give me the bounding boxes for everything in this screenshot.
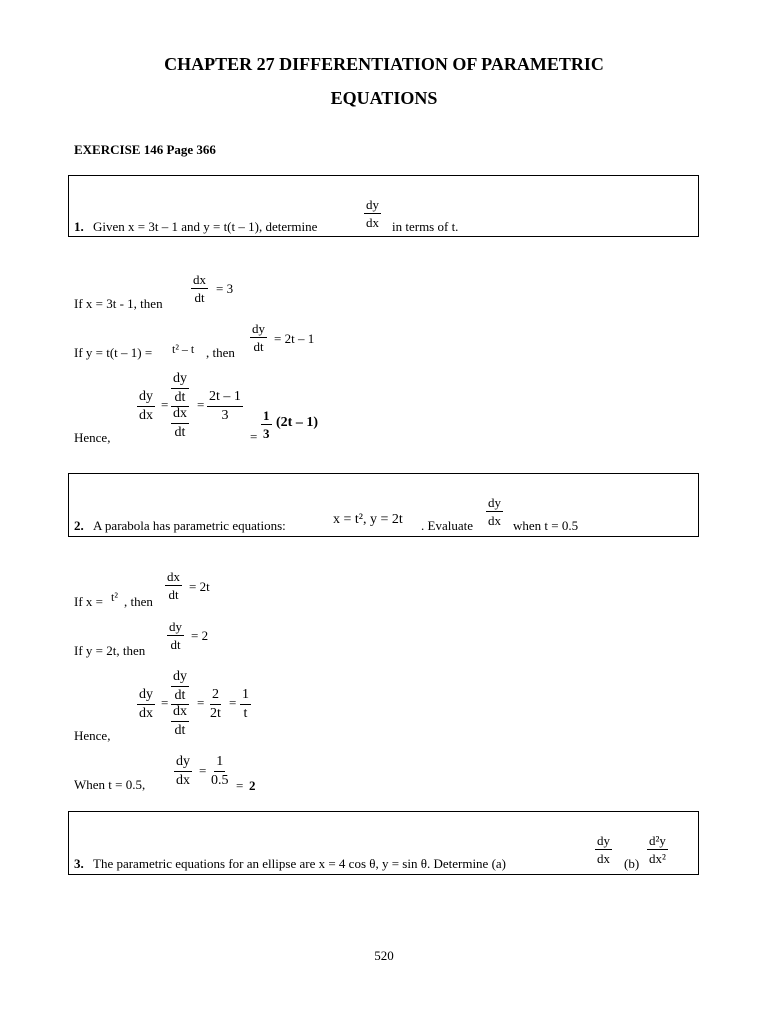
fraction-numerator: 2 [210, 688, 221, 705]
problem-1-fraction [364, 198, 381, 229]
fraction-denominator: dx [176, 773, 190, 788]
problem-1-box [68, 175, 699, 237]
fraction-denominator: dt [174, 425, 186, 440]
s2-hence: Hence, [74, 728, 111, 743]
fraction-numerator: dy [174, 755, 192, 772]
s1-compound-denominator [171, 406, 189, 440]
s2-when-fraction [209, 755, 231, 788]
fraction-numerator: dy [597, 833, 610, 848]
fraction-numerator: 1 [240, 688, 251, 705]
fraction-denominator: dt [170, 637, 181, 652]
s1-answer-fraction [261, 409, 272, 440]
s2-when: When t = 0.5, [74, 777, 146, 792]
s2-dydt-fraction [167, 620, 184, 651]
fraction-denominator: dx [597, 851, 610, 866]
problem-2-fraction [486, 496, 503, 527]
s1-result-fraction [207, 390, 243, 423]
fraction-denominator: dx [139, 408, 153, 423]
s1-dxdt-fraction [191, 273, 208, 304]
s1-answer-tail: (2t – 1) [276, 415, 318, 430]
fraction-denominator: 3 [263, 426, 270, 441]
problem-2-text: A parabola has parametric equations: [93, 518, 286, 533]
problem-1-text: Given x = 3t – 1 and y = t(t – 1), determine [93, 219, 318, 234]
fraction-denominator: 3 [221, 408, 229, 423]
fraction-numerator: dx [167, 569, 180, 584]
problem-3-dydx-fraction [595, 834, 612, 865]
s2-answer-eq: = [236, 778, 244, 793]
fraction-numerator: 1 [214, 755, 225, 772]
s2-compound-numerator [171, 670, 189, 703]
problem-2-when: when t = 0.5 [513, 518, 579, 533]
s1-line1: If x = 3t - 1, then [74, 296, 163, 311]
problem-3-box [68, 811, 699, 875]
s2-eq-a: = [161, 695, 169, 710]
fraction-denominator: 0.5 [211, 773, 229, 788]
s2-dxdt-fraction [165, 570, 182, 601]
problem-2-number: 2. [74, 518, 84, 533]
fraction-denominator: dt [174, 688, 186, 703]
s1-dydx-fraction [137, 390, 155, 423]
chapter-title-line1: CHAPTER 27 DIFFERENTIATION OF PARAMETRIC [164, 54, 604, 74]
s1-ans-eq: = [250, 429, 258, 444]
fraction-numerator: dy [171, 670, 189, 687]
fraction-denominator: dt [174, 723, 186, 738]
s2-line1: If x = [74, 594, 103, 609]
s2-fraction-1-t [240, 688, 251, 721]
s1-t2t: t² – t [172, 342, 195, 356]
fraction-numerator: dx [193, 272, 206, 287]
fraction-numerator: dy [171, 372, 189, 389]
fraction-numerator: dy [137, 688, 155, 705]
s1-line2: If y = t(t – 1) = [74, 345, 153, 360]
s2-when-dydx [174, 755, 192, 788]
fraction-denominator: dx² [649, 851, 666, 866]
s1-hence: Hence, [74, 430, 111, 445]
fraction-denominator: dt [174, 390, 186, 405]
fraction-denominator: t [243, 706, 248, 721]
problem-1-number: 1. [74, 219, 84, 234]
fraction-numerator: dx [171, 705, 189, 722]
s1-eq-b: = [197, 397, 205, 412]
problem-3-number: 3. [74, 856, 84, 871]
fraction-numerator: dy [366, 197, 379, 212]
s2-when-eq: = [199, 763, 207, 778]
problem-2-equations: x = t², y = 2t [333, 512, 403, 527]
fraction-denominator: dt [194, 290, 205, 305]
problem-3-text: The parametric equations for an ellipse are x = 4 cos θ, y = sin θ. Determine (a) [93, 856, 506, 871]
fraction-denominator: dt [253, 339, 264, 354]
fraction-denominator: dx [139, 706, 153, 721]
s2-t2: t² [111, 590, 118, 604]
s2-answer: 2 [249, 778, 256, 793]
s2-eq2t: = 2t [189, 579, 210, 594]
fraction-denominator: dt [168, 587, 179, 602]
s1-dydt-fraction [250, 322, 267, 353]
s2-line1-then: , then [124, 594, 153, 609]
fraction-numerator: dx [171, 407, 189, 424]
s2-line2: If y = 2t, then [74, 643, 146, 658]
problem-1-text-end: in terms of t. [392, 219, 459, 234]
s2-fraction-2-2t [208, 688, 223, 721]
exercise-heading: EXERCISE 146 Page 366 [74, 142, 216, 157]
s1-eq2t1: = 2t – 1 [274, 331, 315, 346]
s1-compound-numerator [171, 372, 189, 405]
problem-2-evaluate: . Evaluate [421, 518, 473, 533]
fraction-numerator: d²y [649, 833, 666, 848]
fraction-denominator: dx [488, 513, 501, 528]
s2-compound-denominator [171, 704, 189, 738]
s2-dydx-fraction [137, 688, 155, 721]
fraction-denominator: dx [366, 215, 379, 230]
problem-3-d2ydx2-fraction [647, 834, 668, 865]
fraction-numerator: 1 [263, 408, 270, 423]
s1-eq-a: = [161, 397, 169, 412]
s2-eq-c: = [229, 695, 237, 710]
s2-eq2: = 2 [191, 628, 209, 643]
s1-eq3: = 3 [216, 281, 234, 296]
page-number: 520 [374, 948, 394, 963]
s2-eq-b: = [197, 695, 205, 710]
s1-line2-then: , then [206, 345, 235, 360]
fraction-numerator: dy [252, 321, 265, 336]
problem-2-box [68, 473, 699, 537]
fraction-numerator: dy [488, 495, 501, 510]
fraction-numerator: dy [169, 619, 182, 634]
chapter-title-line2: EQUATIONS [330, 88, 438, 108]
fraction-numerator: dy [137, 390, 155, 407]
fraction-denominator: 2t [210, 706, 221, 721]
problem-3-b: (b) [624, 856, 640, 871]
fraction-numerator: 2t – 1 [207, 390, 243, 407]
